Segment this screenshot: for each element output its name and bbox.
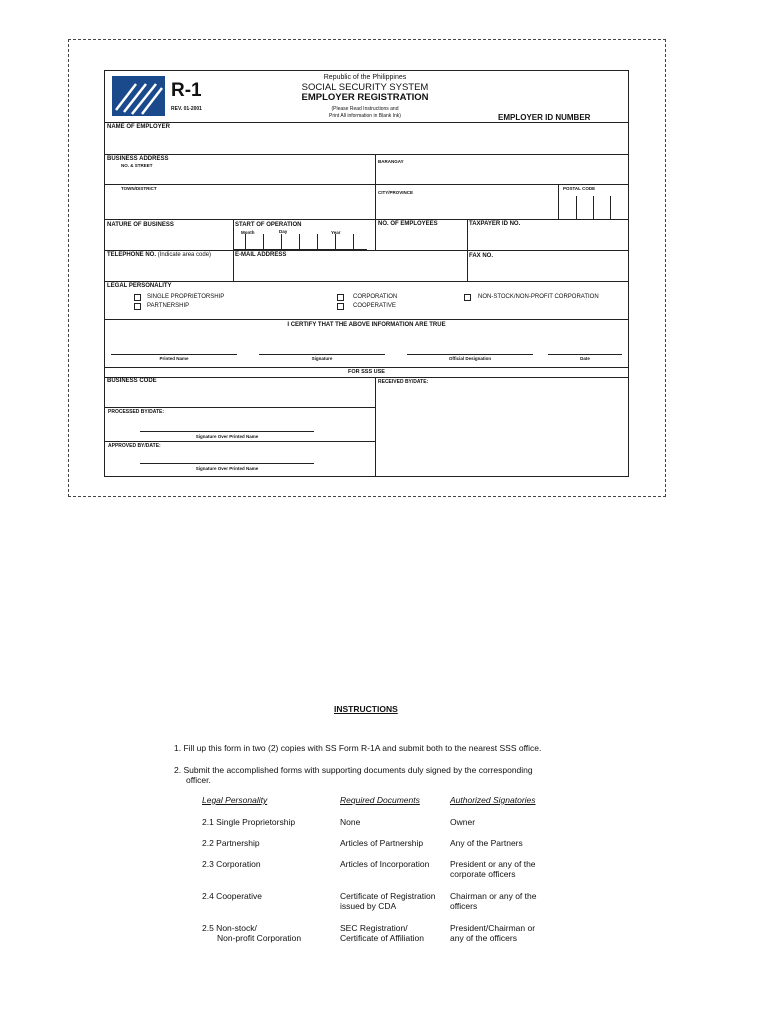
column-required-documents: Required Documents — [340, 795, 420, 805]
date-caption: Date — [580, 356, 590, 361]
instructions-heading: INSTRUCTIONS — [334, 704, 398, 714]
partnership-checkbox[interactable] — [134, 303, 141, 310]
agency-name: SOCIAL SECURITY SYSTEM — [301, 82, 429, 93]
partnership-label: PARTNERSHIP — [147, 303, 190, 309]
row-legal-personality: 2.2 Partnership — [202, 838, 260, 848]
business-code-label: BUSINESS CODE — [107, 378, 157, 384]
city-province-label: CITY/PROVINCE — [378, 190, 414, 195]
row-authorized-signatories: corporate officers — [450, 869, 516, 879]
approved-sig-caption: Signature Over Printed Name — [195, 466, 259, 471]
corporation-label: CORPORATION — [353, 294, 398, 300]
header-note-2: Print All information in Blank Ink) — [329, 113, 401, 119]
form-revision: REV. 01-2001 — [171, 106, 202, 112]
signature-caption: Signature — [311, 356, 333, 361]
nonstock-label: NON-STOCK/NON-PROFIT CORPORATION — [478, 294, 599, 300]
telephone-label — [107, 252, 211, 258]
instruction-item-2-line-2: officer. — [186, 775, 211, 785]
day-label: Day — [279, 229, 288, 234]
row-legal-personality: 2.3 Corporation — [202, 859, 261, 869]
no-street-label: NO. & STREET — [121, 163, 153, 168]
year-label: Year — [331, 230, 341, 235]
received-by-label: RECEIVED BY/DATE: — [378, 379, 429, 385]
sss-logo — [112, 76, 165, 116]
taxpayer-id-label: TAXPAYER ID NO. — [469, 221, 521, 227]
printed-name-caption: Printed Name — [159, 356, 189, 361]
row-authorized-signatories: any of the officers — [450, 933, 517, 943]
designation-caption: Official Designation — [448, 356, 492, 361]
for-sss-use-label: FOR SSS USE — [348, 369, 385, 375]
row-legal-personality: 2.4 Cooperative — [202, 891, 263, 901]
start-of-operation-label: START OF OPERATION — [235, 222, 302, 228]
telephone-label-text: TELEPHONE NO. — [107, 252, 157, 258]
republic-label: Republic of the Philippines — [323, 74, 407, 81]
row-authorized-signatories: President or any of the — [450, 859, 536, 869]
employer-id-label: EMPLOYER ID NUMBER — [498, 113, 591, 122]
row-authorized-signatories: Any of the Partners — [450, 838, 523, 848]
row-authorized-signatories: President/Chairman or — [450, 923, 536, 933]
cooperative-label: COOPERATIVE — [353, 303, 396, 309]
month-label: Month — [241, 230, 255, 235]
no-of-employees-label: NO. OF EMPLOYEES — [378, 221, 438, 227]
registration-form — [104, 70, 629, 477]
column-legal-personality: Legal Personality — [202, 795, 268, 805]
cooperative-checkbox[interactable] — [337, 303, 344, 310]
column-authorized-signatories: Authorized Signatories — [450, 795, 536, 805]
telephone-note: (Indicate area code) — [157, 252, 212, 258]
row-required-documents: Articles of Partnership — [340, 838, 424, 848]
row-required-documents: None — [340, 817, 361, 827]
postal-code-label: POSTAL CODE — [563, 186, 596, 191]
instruction-item-1: 1. Fill up this form in two (2) copies with SS Form R-1A and submit both to the nearest SSS office. — [174, 743, 542, 753]
row-legal-personality: 2.5 Non-stock/ — [202, 923, 257, 933]
processed-sig-caption: Signature Over Printed Name — [195, 434, 259, 439]
single-proprietorship-checkbox[interactable] — [134, 294, 141, 301]
approved-by-label: APPROVED BY/DATE: — [108, 443, 161, 449]
form-code: R-1 — [171, 80, 202, 101]
barangay-label: BARANGAY — [378, 159, 404, 164]
legal-personality-label: LEGAL PERSONALITY — [107, 283, 172, 289]
name-of-employer-field[interactable] — [107, 133, 626, 152]
instruction-item-2-line-1: 2. Submit the accomplished forms with supporting documents duly signed by the corresponding — [174, 765, 533, 775]
row-legal-personality: Non-profit Corporation — [217, 933, 302, 943]
row-legal-personality: 2.1 Single Proprietorship — [202, 817, 296, 827]
page-title: EMPLOYER REGISTRATION — [301, 92, 429, 103]
row-required-documents: Certificate of Registration — [340, 891, 436, 901]
single-proprietorship-label: SINGLE PROPRIETORSHIP — [147, 294, 225, 300]
email-label: E-MAIL ADDRESS — [235, 252, 287, 258]
fax-label: FAX NO. — [469, 253, 494, 259]
row-required-documents: issued by CDA — [340, 901, 397, 911]
processed-by-label: PROCESSED BY/DATE: — [108, 409, 165, 415]
row-authorized-signatories: Owner — [450, 817, 476, 827]
row-required-documents: Articles of Incorporation — [340, 859, 430, 869]
corporation-checkbox[interactable] — [337, 294, 344, 301]
row-authorized-signatories: Chairman or any of the — [450, 891, 537, 901]
nature-of-business-label: NATURE OF BUSINESS — [107, 222, 174, 228]
name-of-employer-label: NAME OF EMPLOYER — [107, 124, 171, 130]
row-required-documents: SEC Registration/ — [340, 923, 408, 933]
row-authorized-signatories: officers — [450, 901, 478, 911]
nonstock-checkbox[interactable] — [464, 294, 471, 301]
town-district-label: TOWN/DISTRICT — [121, 186, 157, 191]
certification-statement: I CERTIFY THAT THE ABOVE INFORMATION ARE TRUE — [287, 322, 446, 328]
business-address-label: BUSINESS ADDRESS — [107, 156, 169, 162]
header-note-1: (Please Read Instructions and — [331, 106, 399, 112]
row-required-documents: Certificate of Affiliation — [340, 933, 424, 943]
